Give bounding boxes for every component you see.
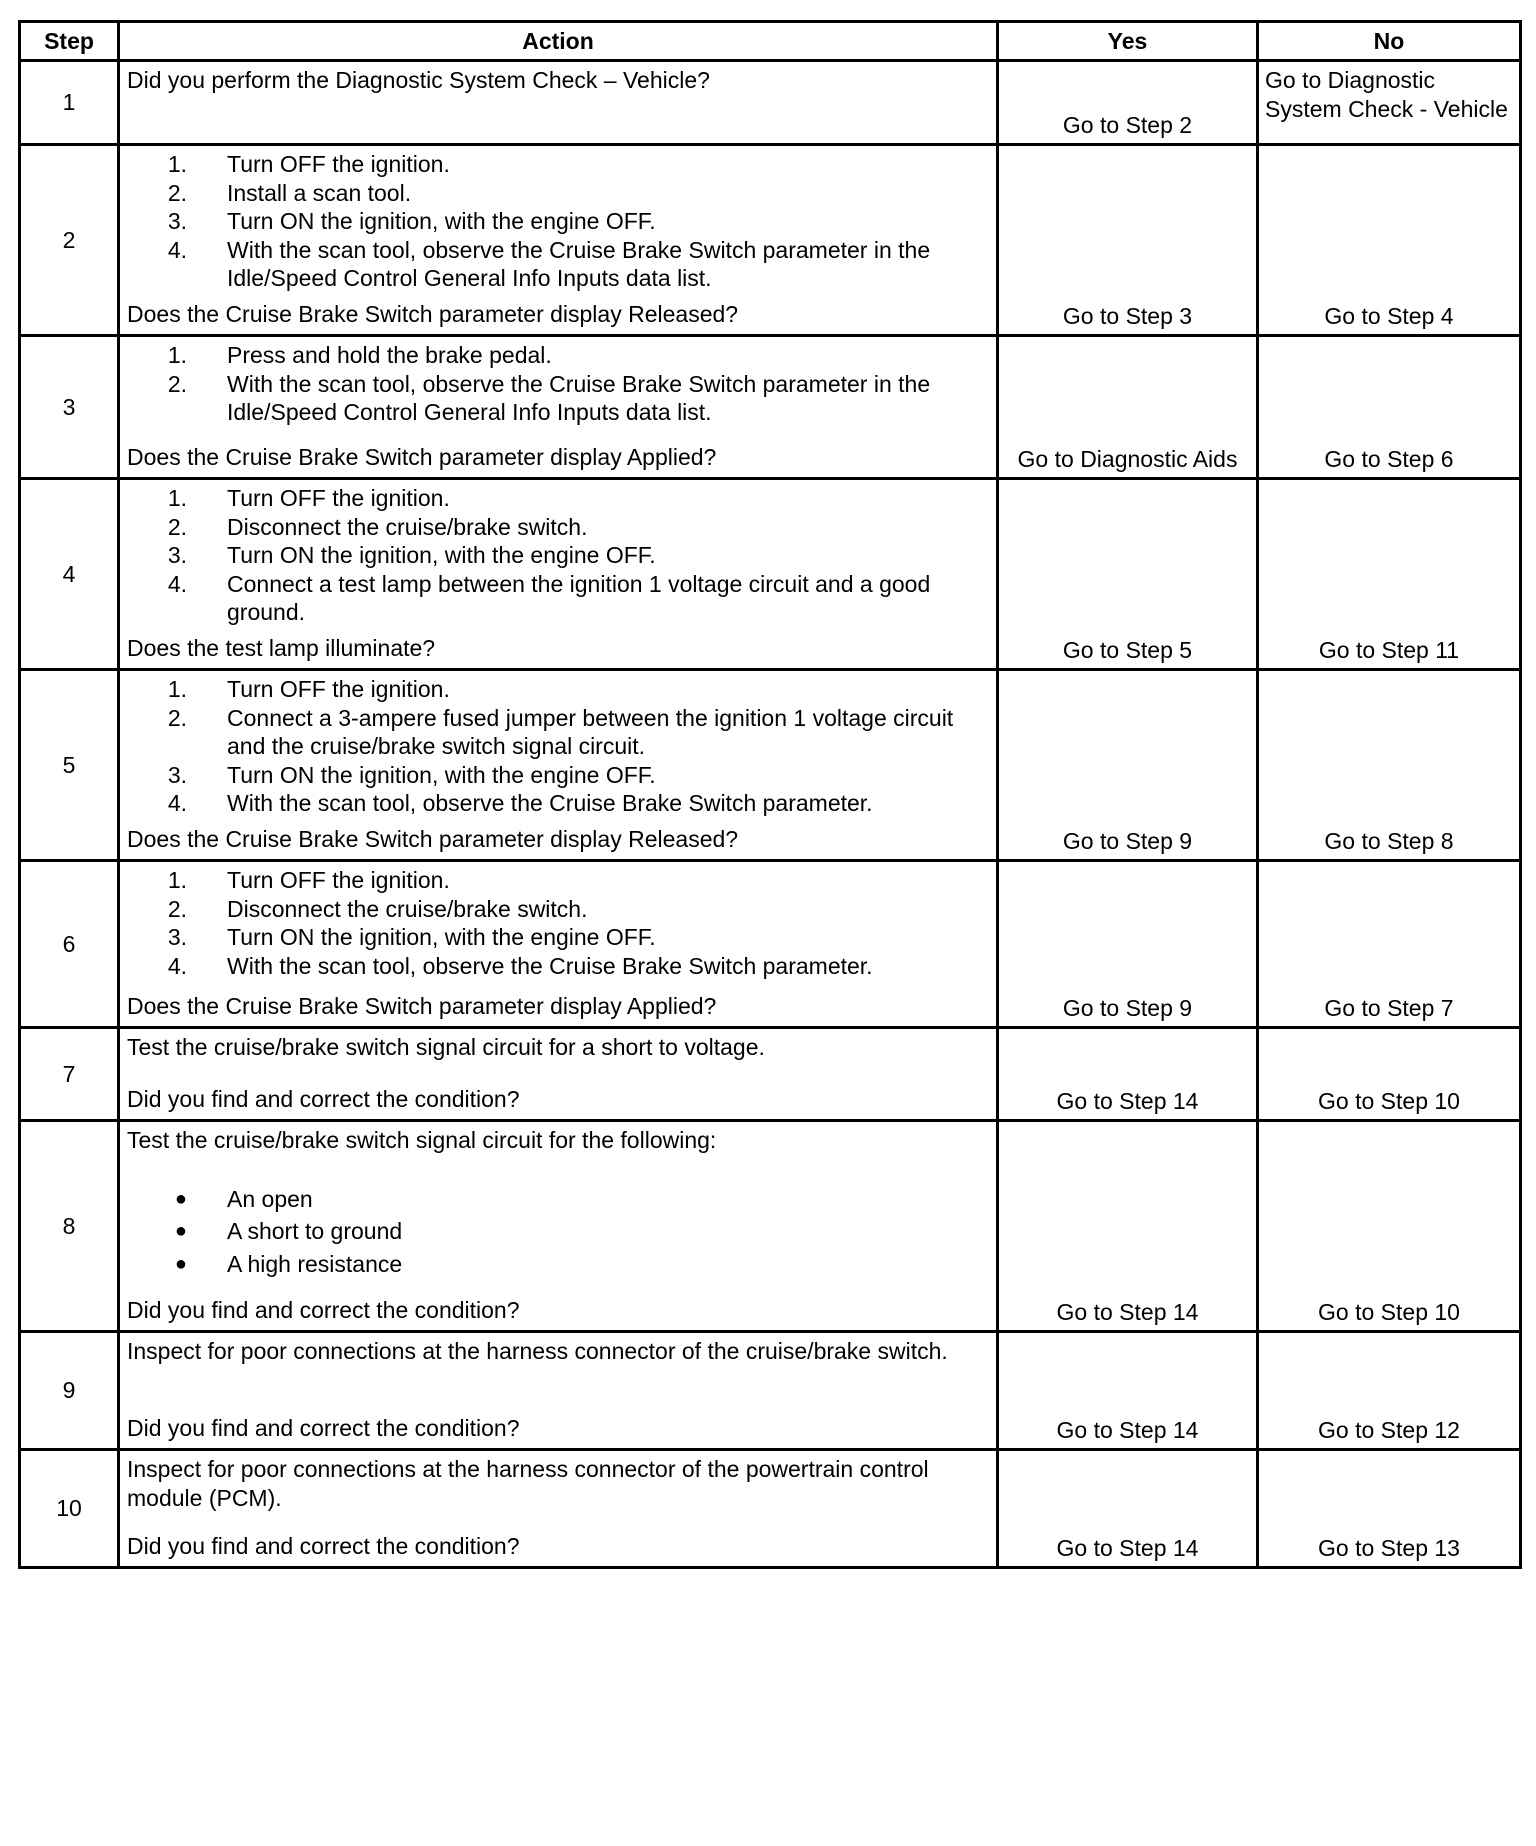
procedure-step: 2. Disconnect the cruise/brake switch.	[167, 513, 588, 540]
action-question: Does the Cruise Brake Switch parameter display Released?	[127, 300, 739, 327]
header-step: Step	[20, 22, 119, 61]
procedure-step: 2. Connect a 3-ampere fused jumper between the ignition 1 voltage circuit and the cruise/brake switch signal circuit.	[167, 704, 954, 759]
yes-cell: Go to Step 9	[998, 670, 1258, 861]
step-number: 1	[20, 61, 119, 145]
procedure-step: 2. With the scan tool, observe the Cruise Brake Switch parameter in the Idle/Speed Control General Info Inputs data list.	[167, 370, 931, 425]
no-cell: Go to Step 10	[1258, 1028, 1521, 1121]
step-number: 9	[20, 1332, 119, 1450]
action-question: Does the Cruise Brake Switch parameter display Released?	[127, 825, 739, 852]
action-cell	[119, 1028, 998, 1121]
table-row	[20, 1028, 1521, 1121]
procedure-step: 1. Press and hold the brake pedal.	[167, 342, 552, 368]
step-number: 4	[20, 479, 119, 670]
action-intro: Test the cruise/brake switch signal circuit for the following:	[127, 1127, 717, 1153]
action-question: Did you find and correct the condition?	[127, 1296, 520, 1323]
bullet-icon: ●	[174, 1187, 187, 1210]
procedure-step: 4. With the scan tool, observe the Cruise Brake Switch parameter.	[167, 952, 873, 979]
step-number: 7	[20, 1028, 119, 1121]
yes-cell: Go to Step 5	[998, 479, 1258, 670]
yes-cell: Go to Step 14	[998, 1028, 1258, 1121]
header-yes: Yes	[998, 22, 1258, 61]
action-cell	[119, 1121, 998, 1332]
no-cell: Go to Step 8	[1258, 670, 1521, 861]
yes-cell: Go to Diagnostic Aids	[998, 336, 1258, 479]
yes-cell: Go to Step 9	[998, 861, 1258, 1028]
action-question: Did you find and correct the condition?	[127, 1085, 520, 1112]
action-cell	[119, 61, 998, 145]
diagnostic-table	[18, 20, 1522, 1569]
table-row	[20, 670, 1521, 861]
table-row	[20, 1121, 1521, 1332]
bullet-item: ● An open	[127, 1185, 988, 1214]
action-intro: Test the cruise/brake switch signal circuit for a short to voltage.	[127, 1034, 765, 1060]
procedure-step: 4. Connect a test lamp between the ignition 1 voltage circuit and a good ground.	[167, 570, 931, 625]
no-cell: Go to Step 10	[1258, 1121, 1521, 1332]
yes-cell: Go to Step 14	[998, 1332, 1258, 1450]
no-cell: Go to Step 7	[1258, 861, 1521, 1028]
header-row	[20, 22, 1521, 61]
action-cell	[119, 670, 998, 861]
bullet-item: ● A short to ground	[127, 1217, 988, 1246]
no-cell: Go to Step 12	[1258, 1332, 1521, 1450]
step-number: 2	[20, 145, 119, 336]
header-action: Action	[119, 22, 998, 61]
no-cell: Go to Step 13	[1258, 1450, 1521, 1568]
step-number: 8	[20, 1121, 119, 1332]
action-intro: Inspect for poor connections at the harness connector of the cruise/brake switch.	[127, 1338, 948, 1364]
action-cell	[119, 336, 998, 479]
bullet-item: ● A high resistance	[127, 1250, 988, 1279]
procedure-step: 3. Turn ON the ignition, with the engine OFF.	[167, 542, 656, 568]
procedure-step: 4. With the scan tool, observe the Cruise Brake Switch parameter in the Idle/Speed Control General Info Inputs data list.	[167, 236, 931, 291]
procedure-step: 1. Turn OFF the ignition.	[167, 151, 450, 177]
procedure-step: 3. Turn ON the ignition, with the engine OFF.	[167, 924, 656, 950]
procedure-step: 1. Turn OFF the ignition.	[167, 676, 450, 702]
step-number: 5	[20, 670, 119, 861]
procedure-step: 3. Turn ON the ignition, with the engine OFF.	[167, 208, 656, 234]
bullet-icon: ●	[174, 1252, 187, 1275]
table-row	[20, 145, 1521, 336]
header-no: No	[1258, 22, 1521, 61]
step-number: 3	[20, 336, 119, 479]
table-row	[20, 861, 1521, 1028]
action-question: Does the Cruise Brake Switch parameter display Applied?	[127, 992, 717, 1019]
no-cell: Go to Step 6	[1258, 336, 1521, 479]
table-row	[20, 61, 1521, 145]
no-cell: Go to Step 4	[1258, 145, 1521, 336]
yes-cell: Go to Step 3	[998, 145, 1258, 336]
table-row	[20, 479, 1521, 670]
action-intro: Inspect for poor connections at the harness connector of the powertrain control module (PCM).	[127, 1456, 929, 1511]
action-question: Does the Cruise Brake Switch parameter display Applied?	[127, 443, 717, 470]
yes-cell: Go to Step 14	[998, 1121, 1258, 1332]
table-row	[20, 336, 1521, 479]
table-row	[20, 1450, 1521, 1568]
action-cell	[119, 145, 998, 336]
action-intro: Did you perform the Diagnostic System Check – Vehicle?	[127, 67, 710, 93]
procedure-step: 4. With the scan tool, observe the Cruise Brake Switch parameter.	[167, 790, 873, 816]
procedure-step: 1. Turn OFF the ignition.	[167, 485, 450, 511]
action-cell	[119, 479, 998, 670]
action-question: Did you find and correct the condition?	[127, 1414, 520, 1441]
procedure-step: 2. Install a scan tool.	[167, 179, 412, 206]
action-question: Does the test lamp illuminate?	[127, 634, 436, 661]
action-cell	[119, 861, 998, 1028]
no-cell: Go to Diagnostic System Check - Vehicle	[1258, 61, 1521, 145]
yes-cell: Go to Step 2	[998, 61, 1258, 145]
step-number: 6	[20, 861, 119, 1028]
action-question: Did you find and correct the condition?	[127, 1532, 520, 1559]
bullet-icon: ●	[174, 1220, 187, 1242]
procedure-step: 3. Turn ON the ignition, with the engine OFF.	[167, 761, 656, 788]
no-cell: Go to Step 11	[1258, 479, 1521, 670]
table-row	[20, 1332, 1521, 1450]
action-cell	[119, 1332, 998, 1450]
procedure-step: 2. Disconnect the cruise/brake switch.	[167, 895, 588, 922]
action-cell	[119, 1450, 998, 1568]
procedure-step: 1. Turn OFF the ignition.	[167, 867, 450, 893]
step-number: 10	[20, 1450, 119, 1568]
yes-cell: Go to Step 14	[998, 1450, 1258, 1568]
